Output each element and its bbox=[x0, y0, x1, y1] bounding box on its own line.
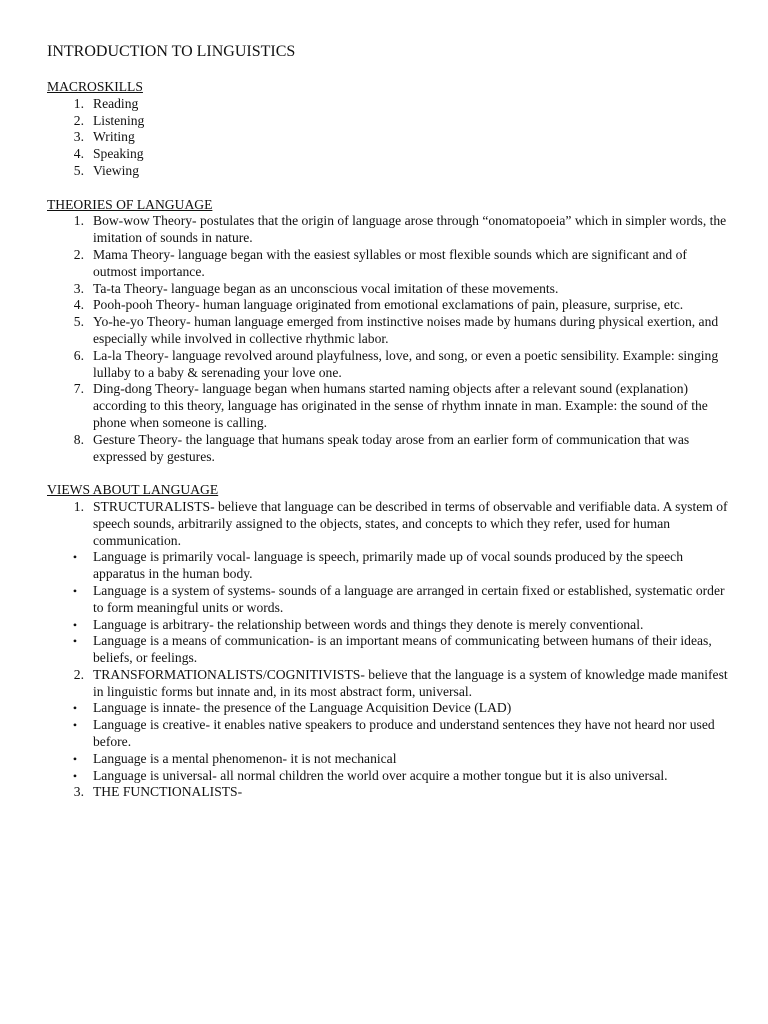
macroskills-list bbox=[47, 96, 728, 180]
theory-item-text: Bow-wow Theory- postulates that the origin of language arose through “onomatopoeia” which in simpler words, the imitation of sounds in nature. bbox=[93, 213, 727, 246]
bullet-marker: • bbox=[72, 701, 78, 716]
macroskill-item-text: Writing bbox=[93, 129, 135, 145]
number-marker: 2. bbox=[73, 246, 84, 262]
macroskill-item-text: Speaking bbox=[93, 146, 144, 162]
view-item bbox=[47, 768, 728, 785]
macroskill-item-text: Reading bbox=[93, 95, 139, 111]
bullet-marker: • bbox=[72, 751, 78, 766]
theory-item bbox=[47, 432, 728, 466]
bullet-marker: • bbox=[72, 768, 78, 783]
macroskill-item bbox=[47, 163, 728, 180]
view-item-text: Language is arbitrary- the relationship between words and things they denote is merely conventional. bbox=[93, 616, 644, 632]
view-item bbox=[47, 700, 728, 717]
views-list bbox=[47, 499, 728, 801]
view-item-text: Language is universal- all normal children the world over acquire a mother tongue but it is also universal. bbox=[93, 767, 668, 783]
number-marker: 1. bbox=[73, 95, 84, 111]
view-item-text: Language is a means of communication- is an important means of communicating between humans of their ideas, beliefs, or feelings. bbox=[93, 633, 712, 666]
bullet-marker: • bbox=[72, 634, 78, 649]
view-item-text: THE FUNCTIONALISTS- bbox=[93, 784, 243, 800]
theory-item-text: Gesture Theory- the language that humans speak today arose from an earlier form of communication that was expressed by gestures. bbox=[93, 431, 690, 464]
view-item-text: TRANSFORMATIONALISTS/COGNITIVISTS- believe that the language is a system of knowledge made manifest in linguistic forms but innate and, in its most abstract form, universal. bbox=[93, 666, 728, 699]
view-item bbox=[47, 784, 728, 801]
views-heading: VIEWS ABOUT LANGUAGE bbox=[47, 482, 219, 498]
view-item-text: Language is primarily vocal- language is speech, primarily made up of vocal sounds produced by the speech apparatus in the human body. bbox=[93, 549, 684, 582]
view-item-text: Language is a mental phenomenon- it is not mechanical bbox=[93, 750, 397, 766]
view-item bbox=[47, 499, 728, 549]
macroskill-item-text: Viewing bbox=[93, 162, 139, 178]
theory-item bbox=[47, 381, 728, 431]
view-item-text: Language is a system of systems- sounds of a language are arranged in certain fixed or established, systematic order to form meaningful units or words. bbox=[93, 582, 725, 615]
number-marker: 3. bbox=[73, 129, 84, 145]
theories-heading: THEORIES OF LANGUAGE bbox=[47, 196, 213, 212]
macroskill-item bbox=[47, 129, 728, 146]
macroskill-item bbox=[47, 113, 728, 130]
bullet-marker: • bbox=[72, 617, 78, 632]
view-item-text: Language is creative- it enables native speakers to produce and understand sentences they have not heard nor used before. bbox=[93, 717, 715, 750]
view-item bbox=[47, 583, 728, 617]
view-item bbox=[47, 617, 728, 634]
spacer bbox=[47, 465, 728, 482]
bullet-marker: • bbox=[72, 718, 78, 733]
theories-list bbox=[47, 213, 728, 465]
view-item bbox=[47, 751, 728, 768]
view-item-text: Language is innate- the presence of the Language Acquisition Device (LAD) bbox=[93, 700, 512, 716]
theory-item bbox=[47, 297, 728, 314]
view-item bbox=[47, 633, 728, 667]
theory-item-text: Mama Theory- language began with the easiest syllables or most flexible sounds which are significant and of outmost importance. bbox=[93, 246, 687, 279]
number-marker: 6. bbox=[73, 347, 84, 363]
theory-item-text: Yo-he-yo Theory- human language emerged from instinctive noises made by humans during physical exertion, and especially while involved in collective rhythmic labor. bbox=[93, 314, 719, 346]
macroskill-item bbox=[47, 146, 728, 163]
view-item bbox=[47, 667, 728, 701]
macroskill-item-text: Listening bbox=[93, 112, 145, 128]
view-item bbox=[47, 717, 728, 751]
number-marker: 3. bbox=[73, 280, 84, 296]
number-marker: 1. bbox=[73, 213, 84, 229]
theory-item bbox=[47, 281, 728, 298]
theory-item bbox=[47, 314, 728, 348]
theory-item-text: Pooh-pooh Theory- human language originated from emotional exclamations of pain, pleasure, surprise, etc. bbox=[93, 297, 684, 313]
view-item bbox=[47, 549, 728, 583]
theory-item-text: La-la Theory- language revolved around playfulness, love, and song, or even a poetic sensibility. Example: singing lullaby to a baby & serenading your love one. bbox=[93, 347, 719, 380]
theory-item-text: Ding-dong Theory- language began when humans started naming objects after a relevant sound (explanation) according to this theory, language has originated in the sense of rhythm innate in man. Example: the sound of the phone when someone is calling. bbox=[93, 381, 708, 430]
number-marker: 2. bbox=[73, 112, 84, 128]
bullet-marker: • bbox=[72, 550, 78, 565]
spacer bbox=[47, 180, 728, 197]
number-marker: 5. bbox=[73, 314, 84, 330]
view-item-text: STRUCTURALISTS- believe that language can be described in terms of observable and verifiable data. A system of speech sounds, arbitrarily assigned to the objects, states, and concepts to which they refer, used for human communication. bbox=[93, 498, 728, 548]
number-marker: 2. bbox=[73, 666, 84, 682]
theory-item bbox=[47, 247, 728, 281]
number-marker: 3. bbox=[73, 784, 84, 800]
theory-item bbox=[47, 213, 728, 247]
number-marker: 5. bbox=[73, 162, 84, 178]
document-title: INTRODUCTION TO LINGUISTICS bbox=[47, 43, 296, 60]
macroskills-heading: MACROSKILLS bbox=[47, 79, 143, 94]
theory-item bbox=[47, 348, 728, 382]
theory-item-text: Ta-ta Theory- language began as an unconscious vocal imitation of these movements. bbox=[93, 280, 559, 296]
number-marker: 1. bbox=[73, 498, 84, 514]
macroskill-item bbox=[47, 96, 728, 113]
number-marker: 8. bbox=[73, 431, 84, 447]
number-marker: 4. bbox=[73, 297, 84, 313]
number-marker: 7. bbox=[73, 381, 84, 397]
number-marker: 4. bbox=[73, 146, 84, 162]
bullet-marker: • bbox=[72, 583, 78, 598]
